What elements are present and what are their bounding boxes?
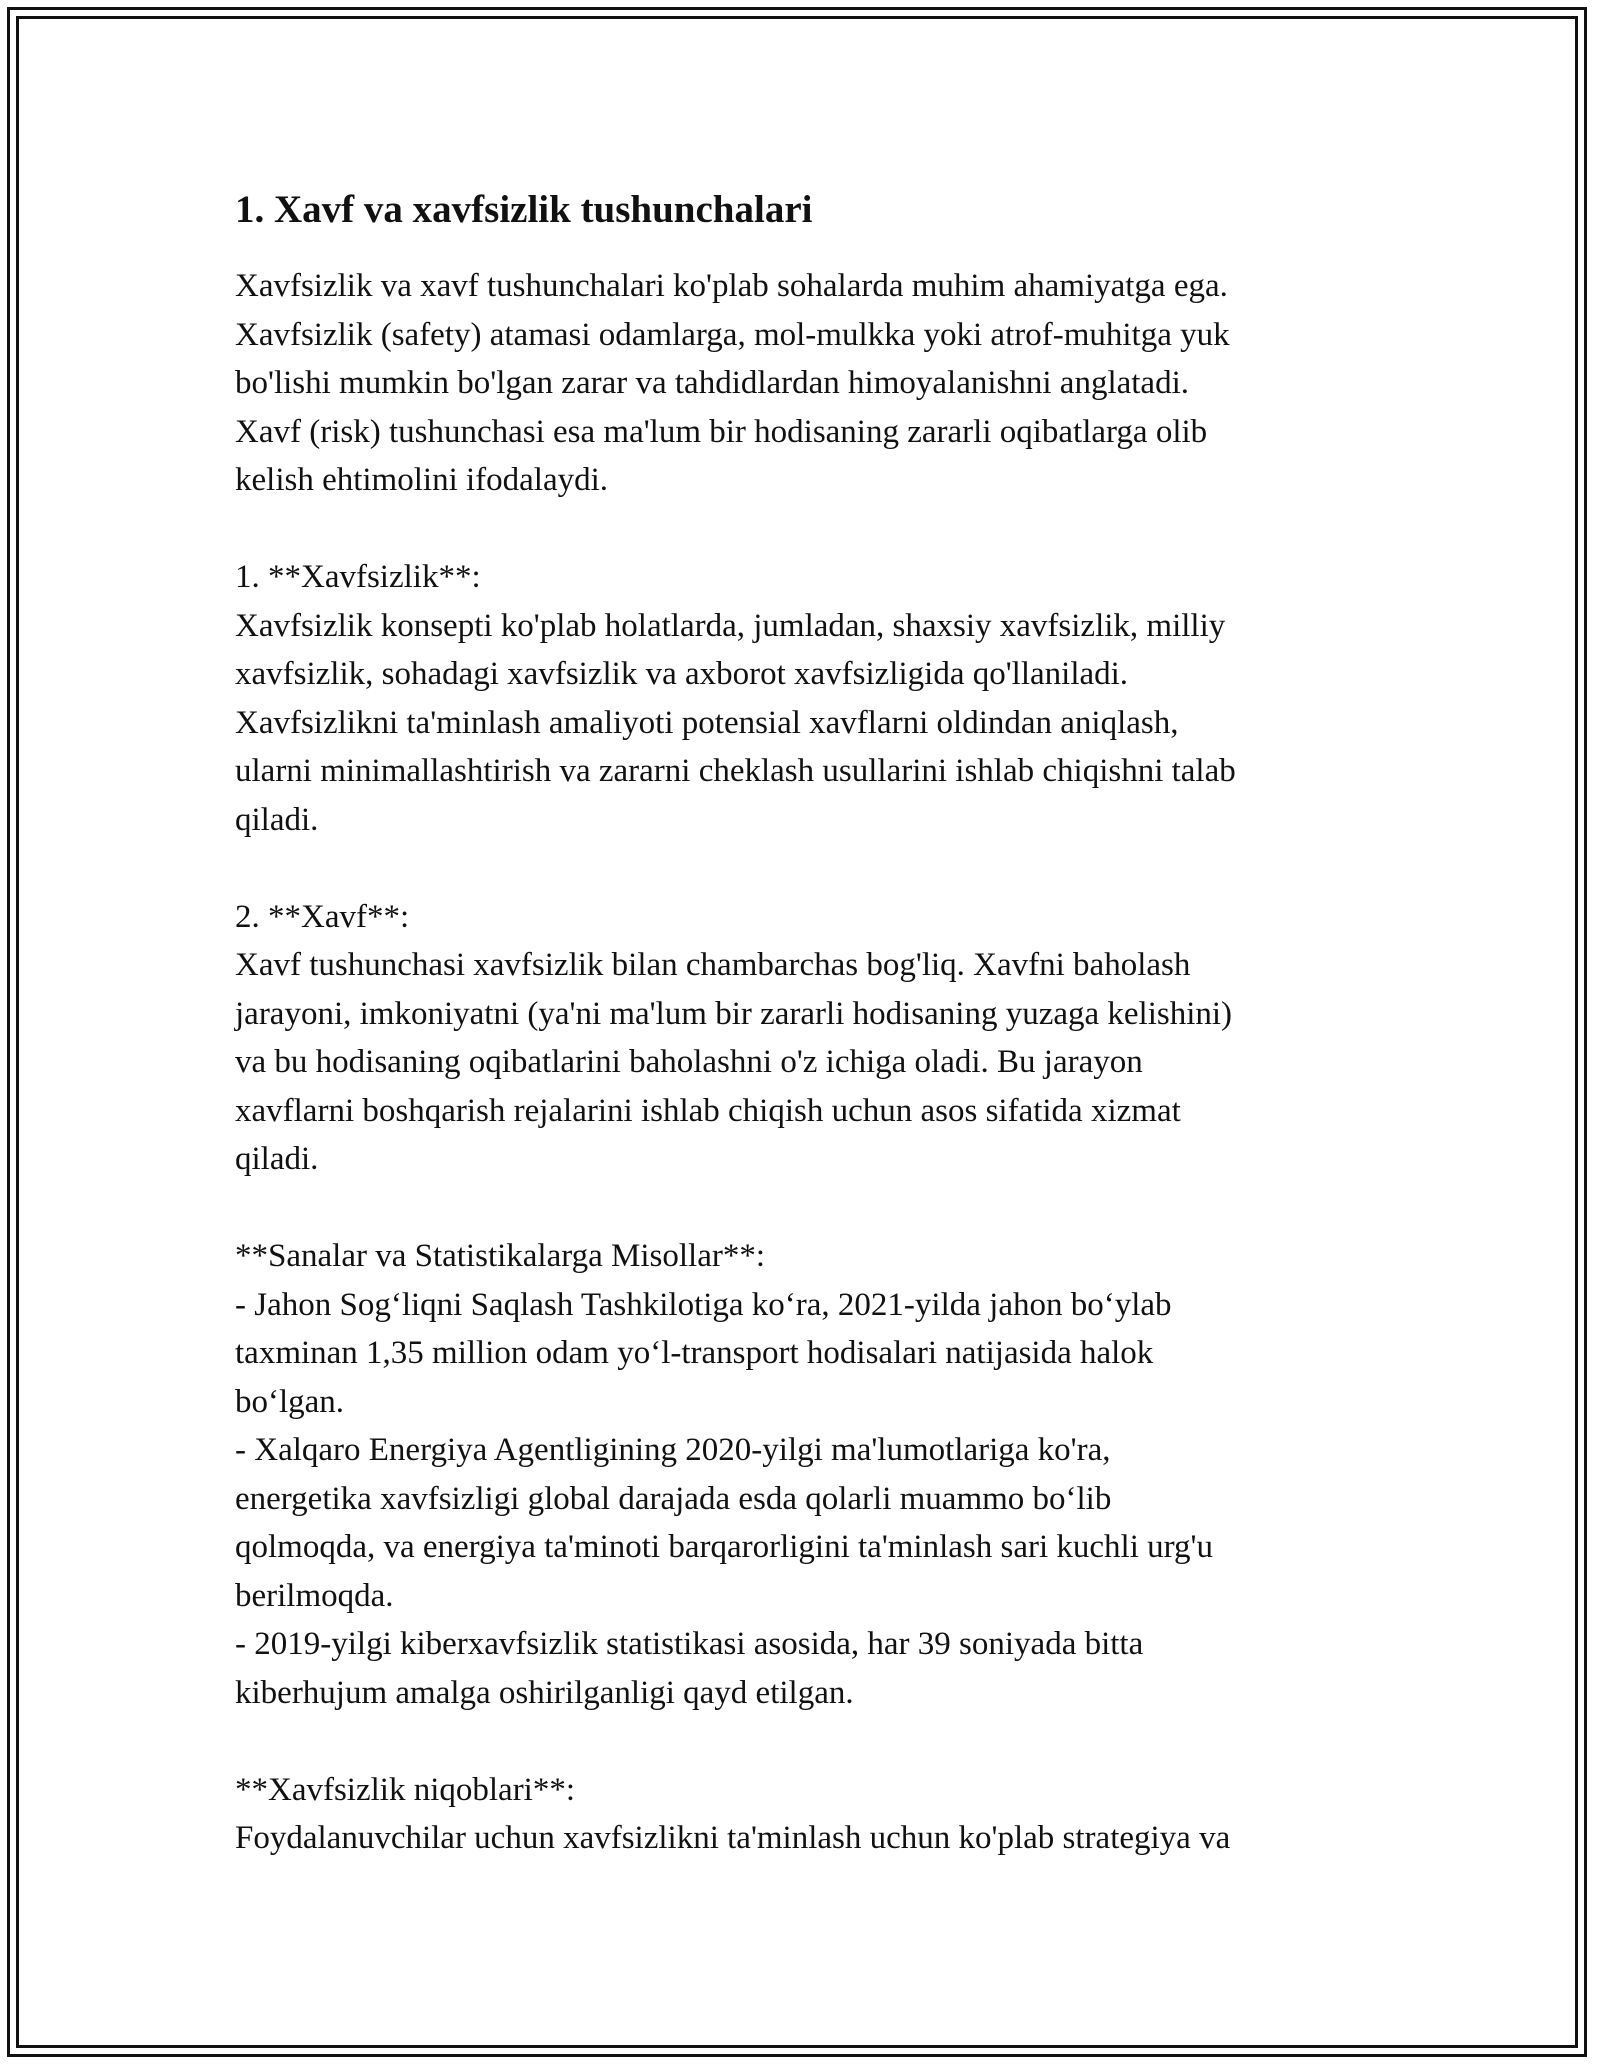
section-xavf-line: Xavf tushunchasi xavfsizlik bilan chambarchas bog'liq. Xavfni baholash	[235, 947, 1191, 983]
section-xavf-line: xavflarni boshqarish rejalarini ishlab chiqish uchun asos sifatida xizmat	[235, 1092, 1181, 1129]
section-xavfsizlik-line: Xavfsizlik konsepti ko'plab holatlarda, jumladan, shaxsiy xavfsizlik, milliy	[235, 607, 1226, 644]
section-xavf-line: va bu hodisaning oqibatlarini baholashni o'z ichiga oladi. Bu jarayon	[235, 1044, 1143, 1080]
intro-line: kelish ehtimolini ifodalaydi.	[235, 462, 609, 498]
section-xavf-title: 2. **Xavf**:	[235, 898, 410, 935]
section-heading: 1. Xavf va xavfsizlik tushunchalari	[235, 188, 813, 231]
intro-line: Xavf (risk) tushunchasi esa ma'lum bir hodisaning zararli oqibatlarga olib	[235, 413, 1208, 450]
intro-line: Xavfsizlik (safety) atamasi odamlarga, mol-mulkka yoki atrof-muhitga yuk	[235, 316, 1230, 353]
section-xavfsizlik	[235, 553, 1370, 844]
section-masks	[235, 1766, 1370, 1863]
section-xavfsizlik-line: ularni minimallashtirish va zararni cheklash usullarini ishlab chiqishni talab	[235, 753, 1236, 789]
section-xavfsizlik-line: Xavfsizlikni ta'minlash amaliyoti potensial xavflarni oldindan aniqlash,	[235, 704, 1179, 741]
paragraph-gap	[235, 1717, 1370, 1766]
section-xavfsizlik-line: xavfsizlik, sohadagi xavfsizlik va axborot xavfsizligida qo'llaniladi.	[235, 656, 1129, 692]
statistics-line: qolmoqda, va energiya ta'minoti barqarorligini ta'minlash sari kuchli urg'u	[235, 1529, 1213, 1565]
statistics-line: - Jahon Sog‘liqni Saqlash Tashkilotiga ko‘ra, 2021-yilda jahon bo‘ylab	[235, 1286, 1172, 1323]
statistics-line: - 2019-yilgi kiberxavfsizlik statistikasi asosida, har 39 soniyada bitta	[235, 1626, 1144, 1662]
statistics-line: kiberhujum amalga oshirilganligi qayd etilgan.	[235, 1674, 854, 1711]
statistics-line: bo‘lgan.	[235, 1383, 345, 1420]
section-statistics-title: **Sanalar va Statistikalarga Misollar**:	[235, 1238, 766, 1274]
intro-line: bo'lishi mumkin bo'lgan zarar va tahdidlardan himoyalanishni anglatadi.	[235, 365, 1189, 401]
section-xavf-line: qiladi.	[235, 1141, 319, 1177]
statistics-line: - Xalqaro Energiya Agentligining 2020-yilgi ma'lumotlariga ko'ra,	[235, 1432, 1111, 1468]
section-xavfsizlik-line: qiladi.	[235, 801, 319, 838]
section-statistics	[235, 1232, 1370, 1717]
section-masks-line: Foydalanuvchilar uchun xavfsizlikni ta'minlash uchun ko'plab strategiya va	[235, 1820, 1231, 1856]
section-xavf	[235, 893, 1370, 1184]
statistics-line: taxminan 1,35 million odam yo‘l-transport hodisalari natijasida halok	[235, 1335, 1154, 1371]
paragraph-gap	[235, 505, 1370, 554]
statistics-line: energetika xavfsizligi global darajada esda qolarli muammo bo‘lib	[235, 1480, 1112, 1517]
document-body	[235, 185, 1370, 1863]
statistics-line: berilmoqda.	[235, 1577, 394, 1614]
paragraph-gap	[235, 844, 1370, 893]
section-xavf-line: jarayoni, imkoniyatni (ya'ni ma'lum bir zararli hodisaning yuzaga kelishini)	[235, 995, 1233, 1032]
section-xavfsizlik-title: 1. **Xavfsizlik**:	[235, 559, 481, 595]
intro-paragraph	[235, 262, 1370, 505]
section-masks-title: **Xavfsizlik niqoblari**:	[235, 1771, 576, 1808]
intro-line: Xavfsizlik va xavf tushunchalari ko'plab sohalarda muhim ahamiyatga ega.	[235, 268, 1228, 304]
paragraph-gap	[235, 1184, 1370, 1233]
